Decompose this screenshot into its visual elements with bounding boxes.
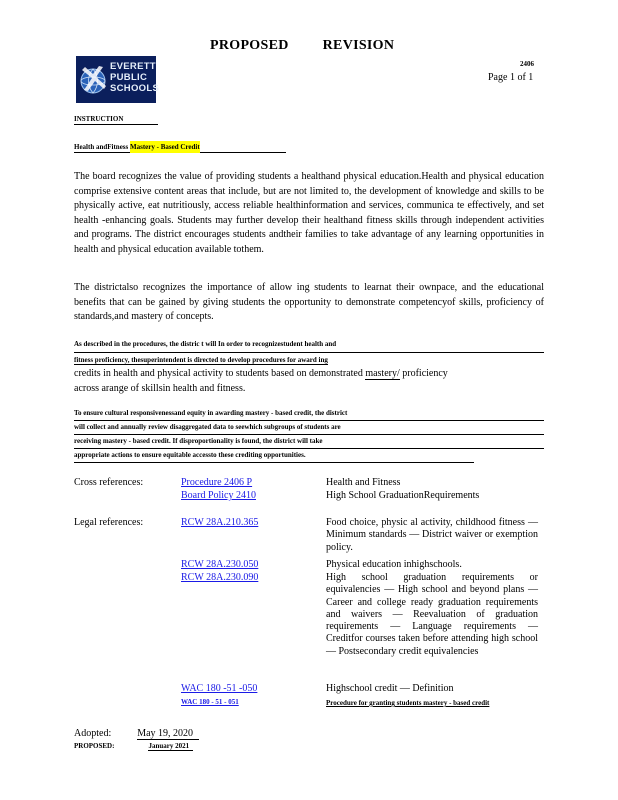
title-word-proposed: PROPOSED [210,38,289,53]
paragraph-2: The districtalso recognizes the importance of allow ing students to learnat their ownpace, and the educational benefits that can be gained by giving students the opportunity to demonstrate competencyof skills, proficiency of standards,and mastery of concepts. [74,282,544,323]
topic-prefix: Health andFitness [74,143,129,151]
globe-icon [76,56,110,103]
legal-ref-description: Highschool credit — Definition [326,683,454,694]
cross-ref-description: High School GraduationRequirements [326,490,480,501]
legal-ref-description: High school graduation requirements or equivalencies — High school and beyond plans — Career and college ready graduation requirements and waivers — Reevaluation of graduation requirements — Language requirements — Creditfor courses taken before attending high school — Postsecondary credit equivalencies [326,572,538,657]
paragraph-4-line: receiving mastery - based credit. If disproportionality is found, the district will take [74,435,544,449]
legal-ref-link[interactable]: RCW 28A.230.090 [181,572,259,583]
cross-ref-link[interactable]: Board Policy 2410 [181,490,256,501]
proposed-label: PROPOSED: [74,742,115,750]
page-indicator: Page 1 of 1 [488,72,534,83]
legal-ref-link[interactable]: WAC 180 -51 -050 [181,683,258,694]
paragraph-3-line-4: across arange of skillsin health and fitness. [74,382,246,394]
cross-ref-link[interactable]: Procedure 2406 P [181,477,253,488]
adopted-date: May 19, 2020 [137,728,199,740]
cross-ref-description: Health and Fitness [326,477,401,488]
topic-highlight: Mastery - Based Credit [130,143,200,151]
paragraph-4 [74,407,544,463]
paragraph-1: The board recognizes the value of providing students a healthand physical education.Health and physical education comprise extensive content areas that include, but are not limited to, the development of knowledge and skills to be physically active, eat nutritiously, access reliable healthinformation and services, communica te effectively, and set health -enhancing goals. Students may further develop their healthand fitness skills through independent activities and programs. The district encourages students andtheir families to take advantage of any learning opportunities in health and physical education available tothem. [74,171,544,255]
legal-ref-link[interactable]: RCW 28A.210.365 [181,517,259,528]
paragraph-3-line-3: credits in health and physical activity to students based on demonstrated mastery/ proficiency [74,368,448,380]
legal-ref-description: Procedure for granting students mastery - based credit [326,699,490,707]
policy-number: 2406 [520,60,534,68]
paragraph-4-line: To ensure cultural responsivenessand equity in awarding mastery - based credit, the district [74,407,544,421]
document-title [210,38,394,54]
legal-ref-link[interactable]: WAC 180 - 51 - 051 [181,698,239,706]
adopted-line [74,728,199,739]
policy-topic [74,143,286,153]
paragraph-3-line-2: fitness proficiency, thesuperintendent is directed to develop procedures for award ing [74,355,328,364]
legal-ref-link[interactable]: RCW 28A.230.050 [181,559,259,570]
paragraph-4-line: will collect and annually review disaggregated data to seewhich subgroups of students are [74,421,544,435]
logo-wordmark: EVERETT PUBLIC SCHOOLS [110,61,160,94]
proposed-line [74,742,193,750]
paragraph-3-line-1: As described in the procedures, the distric t will In order to recognizestudent health and [74,337,544,353]
everett-public-schools-logo [76,56,160,103]
cross-references-label: Cross references: [74,477,144,488]
proposed-date: January 2021 [148,742,193,751]
adopted-label: Adopted: [74,728,112,739]
legal-ref-description: Physical education inhighschools. [326,559,462,570]
paragraph-4-line: appropriate actions to ensure equitable accessto these crediting opportunities. [74,449,474,463]
title-word-revision: REVISION [322,38,395,53]
legal-references-label: Legal references: [74,517,144,528]
paragraph-3 [74,337,544,396]
legal-ref-description: Food choice, physic al activity, childhood fitness — Minimum standards — District waiver or exemption policy. [326,517,538,553]
section-heading: INSTRUCTION [74,115,158,125]
